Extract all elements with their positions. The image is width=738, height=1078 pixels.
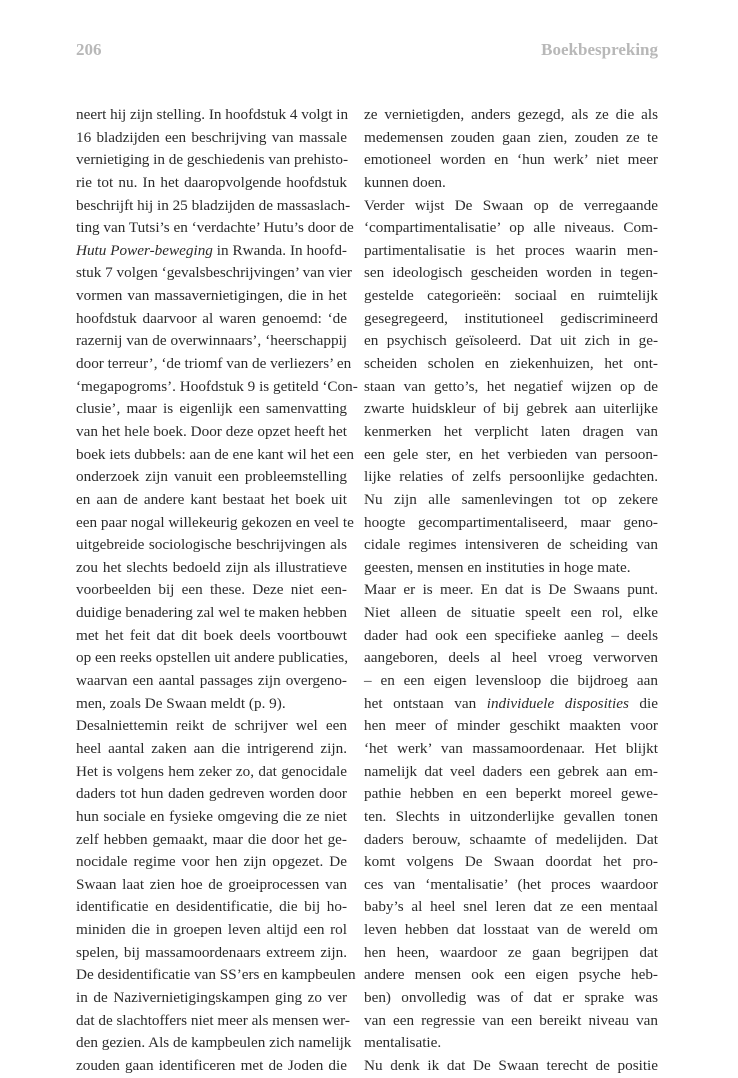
left-text-column: [76, 104, 358, 1078]
text-line: ‘compartimentalisatie’ op alle niveaus. Com-: [364, 219, 658, 237]
text-line: identificatie en desidentificatie, die bij ho-: [76, 898, 347, 916]
text-line: De desidentificatie van SS’ers en kampbeulen: [76, 966, 356, 984]
text-line: kunnen doen.: [364, 173, 446, 191]
text-line: ben) onvolledig was of dat er sprake was: [364, 988, 658, 1006]
text-line: voorbeelden bij een these. Deze niet een-: [76, 581, 347, 599]
text-line: hoogte gecompartimentaliseerd, maar geno-: [364, 513, 658, 531]
text-line: uitgebreide sociologische beschrijvingen als: [76, 536, 347, 554]
text-line: Niet alleen de situatie speelt een rol, elke: [364, 604, 658, 622]
text-line: cidale regimes intensiveren de scheiding van: [364, 536, 658, 554]
text-line: komt volgens De Swaan doordat het pro-: [364, 853, 658, 871]
text-line: met het feit dat dit boek deels voortbouwt: [76, 626, 347, 644]
text-line: clusie’, maar is eigenlijk een samenvatting: [76, 400, 347, 418]
text-line: hen meer of minder geschikt maakten voor: [364, 717, 658, 735]
text-line: sen ideologisch gescheiden worden in tegen-: [364, 264, 658, 282]
text-line: zouden gaan identificeren met de Joden die: [76, 1056, 347, 1074]
text-line: staan van getto’s, het negatief wijzen op de: [364, 377, 658, 395]
text-line: ces van ‘mentalisatie’ (het proces waardoor: [364, 875, 658, 893]
text-line: ‘het werk’ van massamoordenaar. Het blijkt: [364, 739, 658, 757]
text-line: zou het slechts bedoeld zijn als illustratieve: [76, 558, 347, 576]
text-line: geesten, mensen en instituties in hoge mate.: [364, 558, 631, 576]
text-line: ze vernietigden, anders gezegd, als ze die als: [364, 106, 658, 123]
text-line: partimentalisatie is het proces waarin men-: [364, 241, 658, 259]
text-line: emotioneel worden en ‘hun werk’ niet meer: [364, 151, 658, 169]
text-line: leven hebben dat losstaat van de wereld om: [364, 921, 658, 939]
text-line: gesegregeerd, institutioneel gediscrimineerd: [364, 309, 658, 327]
text-line: Nu denk ik dat De Swaan terecht de positie: [364, 1056, 658, 1074]
text-line: 16 bladzijden een beschrijving van massale: [76, 128, 347, 146]
text-line: onderzoek zijn vanuit een probleemstelling: [76, 468, 347, 486]
text-line: van een regressie van een bereikt niveau van: [364, 1011, 658, 1029]
text-line: Nu zijn alle samenlevingen tot op zekere: [364, 490, 658, 508]
text-line: ‘megapogroms’. Hoofdstuk 9 is getiteld ‘Con-: [76, 377, 358, 395]
text-line: aangeboren, deels al heel vroeg verworven: [364, 649, 658, 667]
text-line: andere mensen ook een eigen psyche heb-: [364, 966, 658, 984]
running-title: Boekbespreking: [541, 40, 658, 59]
text-line: vernietiging in de geschiedenis van prehisto-: [76, 151, 349, 169]
text-line: boek iets dubbels: aan de ene kant wil het een: [76, 445, 354, 463]
text-line: dader had ook een specifieke aanleg – deels: [364, 626, 658, 644]
text-line: Swaan laat zien hoe de groeiprocessen van: [76, 875, 347, 893]
right-text-column: [364, 104, 658, 1078]
text-line: Het is volgens hem zeker zo, dat genocidale: [76, 762, 347, 780]
text-line: duidige benadering zal wel te maken hebben: [76, 604, 347, 622]
text-line: het ontstaan van individuele disposities die: [364, 694, 658, 712]
text-line: een gele ster, en het verbieden van persoon-: [364, 445, 658, 463]
text-line: door terreur’, ‘de triomf van de verliezers’ en: [76, 355, 352, 373]
text-line: razernij van de overwinnaars’, ‘heerschappij: [76, 332, 347, 350]
running-header: [76, 40, 658, 64]
text-line: heel aantal zaken aan die intrigerend zijn.: [76, 739, 347, 757]
text-line: – en een eigen levensloop die bijdroeg aan: [364, 672, 658, 690]
text-line: zelf hebben gemaakt, maar die door het ge-: [76, 830, 347, 848]
text-line: zwarte huidskleur of bij gebrek aan uiterlijke: [364, 400, 658, 418]
text-line: neert hij zijn stelling. In hoofdstuk 4 volgt in: [76, 106, 349, 123]
text-line: kenmerken het verplicht laten dragen van: [364, 422, 658, 440]
text-line: Hutu Power-beweging in Rwanda. In hoofd-: [76, 241, 347, 259]
text-line: medemensen zouden gaan zien, zouden ze te: [364, 128, 658, 146]
text-line: Maar er is meer. En dat is De Swaans punt.: [364, 581, 658, 599]
text-line: Verder wijst De Swaan op de verregaande: [364, 196, 658, 214]
text-line: miniden die in groepen leven altijd een rol: [76, 921, 347, 939]
text-line: scheiden scholen en ziekenhuizen, het ont-: [364, 355, 658, 373]
text-line: beschrijft hij in 25 bladzijden de massaslach-: [76, 196, 351, 214]
text-line: den gezien. Als de kampbeulen zich namelijk: [76, 1034, 352, 1052]
text-line: nocidale regime voor hen zijn opgezet. De: [76, 853, 347, 871]
text-line: stuk 7 volgen ‘gevalsbeschrijvingen’ van vier: [76, 264, 352, 282]
text-line: in de Nazivernietigingskampen ging zo ver: [76, 988, 347, 1006]
text-line: rie tot nu. In het daaropvolgende hoofdstuk: [76, 173, 347, 191]
text-line: ting van Tutsi’s en ‘verdachte’ Hutu’s door de: [76, 219, 354, 237]
text-line: dat de slachtoffers niet meer als mensen wer-: [76, 1011, 350, 1029]
text-line: van het hele boek. Door deze opzet heeft het: [76, 422, 347, 440]
text-line: hen heen, waardoor ze gaan begrijpen dat: [364, 943, 658, 961]
text-line: hoofdstuk daarvoor al waren genoemd: ‘de: [76, 309, 347, 327]
text-line: hun sociale en fysieke omgeving die ze niet: [76, 807, 347, 825]
text-line: op een reeks opstellen uit andere publicaties,: [76, 649, 349, 667]
text-line: en aan de andere kant bestaat het boek uit: [76, 490, 347, 508]
text-line: Desalniettemin reikt de schrijver wel een: [76, 717, 347, 735]
text-line: mentalisatie.: [364, 1034, 442, 1052]
text-line: baby’s al heel snel leren dat ze een mentaal: [364, 898, 658, 916]
text-line: vormen van massavernietigingen, die in het: [76, 287, 347, 305]
text-line: men, zoals De Swaan meldt (p. 9).: [76, 694, 286, 712]
text-line: spelen, bij massamoordenaars extreem zijn.: [76, 943, 347, 961]
text-line: daders berouw, schaamte of medelijden. Dat: [364, 830, 658, 848]
text-line: en psychisch geïsoleerd. Dat uit zich in ge-: [364, 332, 658, 350]
text-line: waarvan een aantal passages zijn overgeno-: [76, 672, 347, 690]
text-line: namelijk dat veel daders een gebrek aan em-: [364, 762, 658, 780]
text-line: pathie hebben en een beperkt moreel gewe-: [364, 785, 658, 803]
page-number: 206: [76, 40, 102, 59]
text-line: een paar nogal willekeurig gekozen en veel te: [76, 513, 354, 531]
text-line: ten. Slechts in uitzonderlijke gevallen tonen: [364, 807, 658, 825]
text-line: daders tot hun daden gedreven worden door: [76, 785, 347, 803]
text-line: lijke relaties of zelfs persoonlijke gedachten.: [364, 468, 658, 486]
text-line: gestelde categorieën: sociaal en ruimtelijk: [364, 287, 658, 305]
